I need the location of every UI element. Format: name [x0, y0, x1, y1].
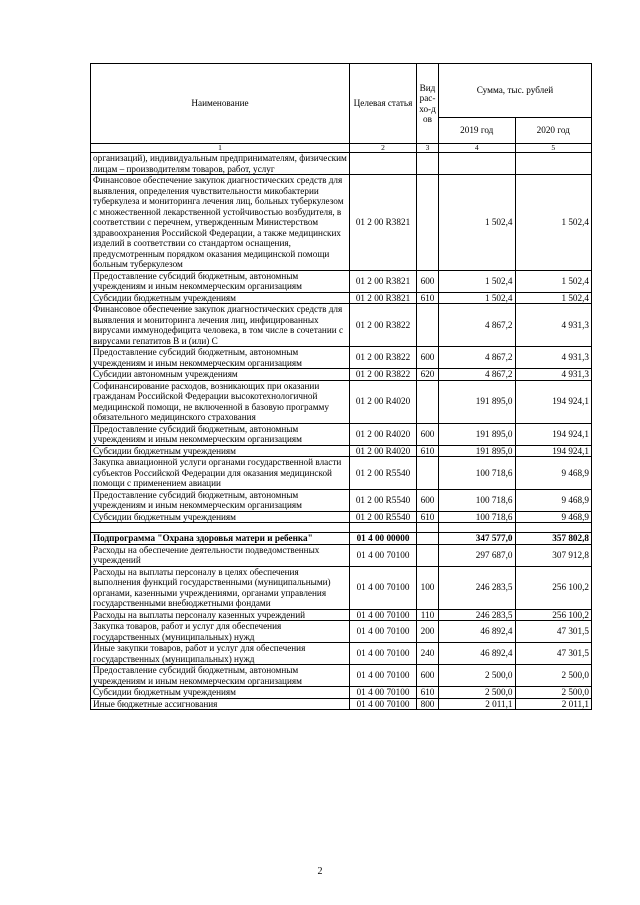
cell-v1 [439, 153, 516, 175]
cell-name: Предоставление субсидий бюджетным, автономным учреждениям и иным некоммерческим организациям [91, 347, 350, 369]
cell-code: 01 4 00 70100 [350, 609, 417, 621]
cell-code: 01 4 00 70100 [350, 544, 417, 566]
cell-code: 01 2 00 R3821 [350, 292, 417, 304]
header-target: Целевая статья [350, 64, 417, 144]
header-kind: Вид рас-хо-дов [417, 64, 439, 144]
cell-v1: 191 895,0 [439, 380, 516, 423]
cell-kind: 600 [417, 423, 439, 445]
table-row [91, 270, 592, 292]
cell-name: Субсидии автономным учреждениям [91, 369, 350, 381]
cell-name: Субсидии бюджетным учреждениям [91, 511, 350, 523]
table-row [91, 445, 592, 457]
table-row [91, 665, 592, 687]
cell-name: Иные закупки товаров, работ и услуг для обеспечения государственных (муниципальных) нужд [91, 643, 350, 665]
header-year-2019: 2019 год [439, 118, 516, 144]
column-index-row [91, 144, 592, 153]
cell-code: 01 2 00 R3821 [350, 270, 417, 292]
cell-v1: 46 892,4 [439, 643, 516, 665]
cell-code: 01 4 00 70100 [350, 566, 417, 609]
cell-v2: 256 100,2 [515, 566, 592, 609]
cell-name: Субсидии бюджетным учреждениям [91, 292, 350, 304]
cell-name: Подпрограмма "Охрана здоровья матери и ребенка" [91, 533, 350, 545]
cell-v1: 1 502,4 [439, 270, 516, 292]
cell-kind: 800 [417, 698, 439, 710]
cell-kind: 200 [417, 621, 439, 643]
table-row [91, 380, 592, 423]
cell-v1: 100 718,6 [439, 457, 516, 490]
table-row [91, 523, 592, 533]
table-row [91, 544, 592, 566]
cell-v2 [515, 153, 592, 175]
cell-v2: 2 500,0 [515, 687, 592, 699]
cell-name: Иные бюджетные ассигнования [91, 698, 350, 710]
cell-kind: 100 [417, 566, 439, 609]
cell-kind: 110 [417, 609, 439, 621]
header-year-2020: 2020 год [515, 118, 592, 144]
cell-code: 01 4 00 70100 [350, 698, 417, 710]
cell-v1: 297 687,0 [439, 544, 516, 566]
cell-v2: 9 468,9 [515, 457, 592, 490]
cell-code: 01 2 00 R3822 [350, 347, 417, 369]
cell-code: 01 2 00 R5540 [350, 511, 417, 523]
header-name: Наименование [91, 64, 350, 144]
table-row [91, 609, 592, 621]
cell-kind [417, 533, 439, 545]
cell-v1: 2 500,0 [439, 687, 516, 699]
cell-code: 01 2 00 R5540 [350, 457, 417, 490]
table-row [91, 153, 592, 175]
table-row [91, 643, 592, 665]
cell-v2: 47 301,5 [515, 643, 592, 665]
cell-kind [417, 544, 439, 566]
cell-kind: 610 [417, 511, 439, 523]
cell-v1 [439, 523, 516, 533]
cell-v2: 194 924,1 [515, 423, 592, 445]
cell-name: Закупка товаров, работ и услуг для обеспечения государственных (муниципальных) нужд [91, 621, 350, 643]
cell-kind: 610 [417, 445, 439, 457]
cell-name: Финансовое обеспечение закупок диагностических средств для выявления, определения чувствительности микобактерии туберкулеза и мониторинга лечения лиц, больных туберкулезом с множественной лекарственной устойчивостью возбудителя, в соответствии с перечнем, утвержденным Министерством здравоохранения Российской Федерации, а также медицинских изделий в соответствии со стандартом оснащения, предусмотренным порядком оказания медицинской помощи больным туберкулезом [91, 175, 350, 271]
cell-v2: 2 500,0 [515, 665, 592, 687]
cell-v1: 191 895,0 [439, 445, 516, 457]
cell-name: Предоставление субсидий бюджетным, автономным учреждениям и иным некоммерческим организациям [91, 270, 350, 292]
cell-name: Закупка авиационной услуги органами государственной власти субъектов Российской Федерации для оказания медицинской помощи с применением авиации [91, 457, 350, 490]
cell-v1: 1 502,4 [439, 175, 516, 271]
cell-kind [417, 457, 439, 490]
cell-kind [417, 153, 439, 175]
cell-kind [417, 523, 439, 533]
cell-name: организаций), индивидуальным предпринимателям, физическим лицам – производителям товаров, работ, услуг [91, 153, 350, 175]
cell-name: Предоставление субсидий бюджетным, автономным учреждениям и иным некоммерческим организациям [91, 489, 350, 511]
cell-code: 01 4 00 70100 [350, 665, 417, 687]
cell-v1: 100 718,6 [439, 511, 516, 523]
table-row [91, 457, 592, 490]
cell-code: 01 2 00 R3821 [350, 175, 417, 271]
cell-v2: 2 011,1 [515, 698, 592, 710]
cell-v1: 4 867,2 [439, 304, 516, 347]
table-row [91, 369, 592, 381]
cell-code: 01 2 00 R3822 [350, 304, 417, 347]
table-row [91, 423, 592, 445]
table-row [91, 347, 592, 369]
cell-code: 01 4 00 00000 [350, 533, 417, 545]
cell-name: Предоставление субсидий бюджетным, автономным учреждениям и иным некоммерческим организациям [91, 423, 350, 445]
column-index: 2 [350, 144, 417, 153]
cell-name: Расходы на обеспечение деятельности подведомственных учреждений [91, 544, 350, 566]
table-row [91, 533, 592, 545]
cell-v2: 1 502,4 [515, 270, 592, 292]
table-row [91, 621, 592, 643]
cell-code: 01 2 00 R5540 [350, 489, 417, 511]
cell-name [91, 523, 350, 533]
header-sum: Сумма, тыс. рублей [439, 64, 592, 118]
cell-v2: 4 931,3 [515, 304, 592, 347]
table-row [91, 511, 592, 523]
cell-code: 01 4 00 70100 [350, 687, 417, 699]
cell-code [350, 153, 417, 175]
column-index: 5 [515, 144, 592, 153]
cell-code [350, 523, 417, 533]
cell-v1: 100 718,6 [439, 489, 516, 511]
cell-v1: 347 577,0 [439, 533, 516, 545]
cell-v2: 1 502,4 [515, 175, 592, 271]
cell-kind: 600 [417, 270, 439, 292]
cell-name: Расходы на выплаты персоналу казенных учреждений [91, 609, 350, 621]
cell-name: Предоставление субсидий бюджетным, автономным учреждениям и иным некоммерческим организациям [91, 665, 350, 687]
cell-v1: 2 500,0 [439, 665, 516, 687]
table-row [91, 698, 592, 710]
column-index: 4 [439, 144, 516, 153]
cell-kind: 600 [417, 665, 439, 687]
table-row [91, 566, 592, 609]
cell-kind: 620 [417, 369, 439, 381]
cell-v2: 194 924,1 [515, 445, 592, 457]
cell-code: 01 4 00 70100 [350, 621, 417, 643]
cell-v2: 47 301,5 [515, 621, 592, 643]
cell-kind [417, 380, 439, 423]
cell-name: Расходы на выплаты персоналу в целях обеспечения выполнения функций государственными (муниципальными) органами, казенными учреждениями, органами управления государственными внебюджетными фондами [91, 566, 350, 609]
cell-name: Финансовое обеспечение закупок диагностических средств для выявления и мониторинга лечения лиц, инфицированных вирусами иммунодефицита человека, в том числе в сочетании с вирусами гепатитов В и (или) С [91, 304, 350, 347]
cell-kind: 600 [417, 489, 439, 511]
cell-v2: 9 468,9 [515, 489, 592, 511]
cell-code: 01 2 00 R4020 [350, 380, 417, 423]
table-row [91, 175, 592, 271]
cell-v1: 191 895,0 [439, 423, 516, 445]
cell-v1: 46 892,4 [439, 621, 516, 643]
cell-v1: 2 011,1 [439, 698, 516, 710]
cell-kind: 610 [417, 687, 439, 699]
cell-kind: 240 [417, 643, 439, 665]
budget-table-sheet [90, 63, 592, 710]
cell-code: 01 2 00 R3822 [350, 369, 417, 381]
cell-kind: 610 [417, 292, 439, 304]
cell-kind [417, 304, 439, 347]
cell-code: 01 4 00 70100 [350, 643, 417, 665]
cell-v1: 246 283,5 [439, 566, 516, 609]
column-index: 1 [91, 144, 350, 153]
cell-v1: 1 502,4 [439, 292, 516, 304]
page-number: 2 [317, 866, 323, 877]
cell-name: Субсидии бюджетным учреждениям [91, 445, 350, 457]
budget-table [90, 63, 592, 710]
table-row [91, 304, 592, 347]
cell-kind: 600 [417, 347, 439, 369]
cell-v1: 246 283,5 [439, 609, 516, 621]
cell-v2: 1 502,4 [515, 292, 592, 304]
cell-v1: 4 867,2 [439, 347, 516, 369]
cell-kind [417, 175, 439, 271]
cell-v2: 307 912,8 [515, 544, 592, 566]
cell-v2: 9 468,9 [515, 511, 592, 523]
cell-v2: 4 931,3 [515, 347, 592, 369]
column-index: 3 [417, 144, 439, 153]
cell-name: Софинансирование расходов, возникающих при оказании гражданам Российской Федерации высокотехнологичной медицинской помощи, не включенной в базовую программу обязательного медицинского страхования [91, 380, 350, 423]
table-row [91, 489, 592, 511]
table-row [91, 687, 592, 699]
cell-name: Субсидии бюджетным учреждениям [91, 687, 350, 699]
cell-v2: 194 924,1 [515, 380, 592, 423]
cell-code: 01 2 00 R4020 [350, 445, 417, 457]
cell-v2 [515, 523, 592, 533]
cell-v2: 4 931,3 [515, 369, 592, 381]
table-row [91, 292, 592, 304]
cell-code: 01 2 00 R4020 [350, 423, 417, 445]
table-body [91, 153, 592, 710]
cell-v1: 4 867,2 [439, 369, 516, 381]
cell-v2: 357 802,8 [515, 533, 592, 545]
cell-v2: 256 100,2 [515, 609, 592, 621]
